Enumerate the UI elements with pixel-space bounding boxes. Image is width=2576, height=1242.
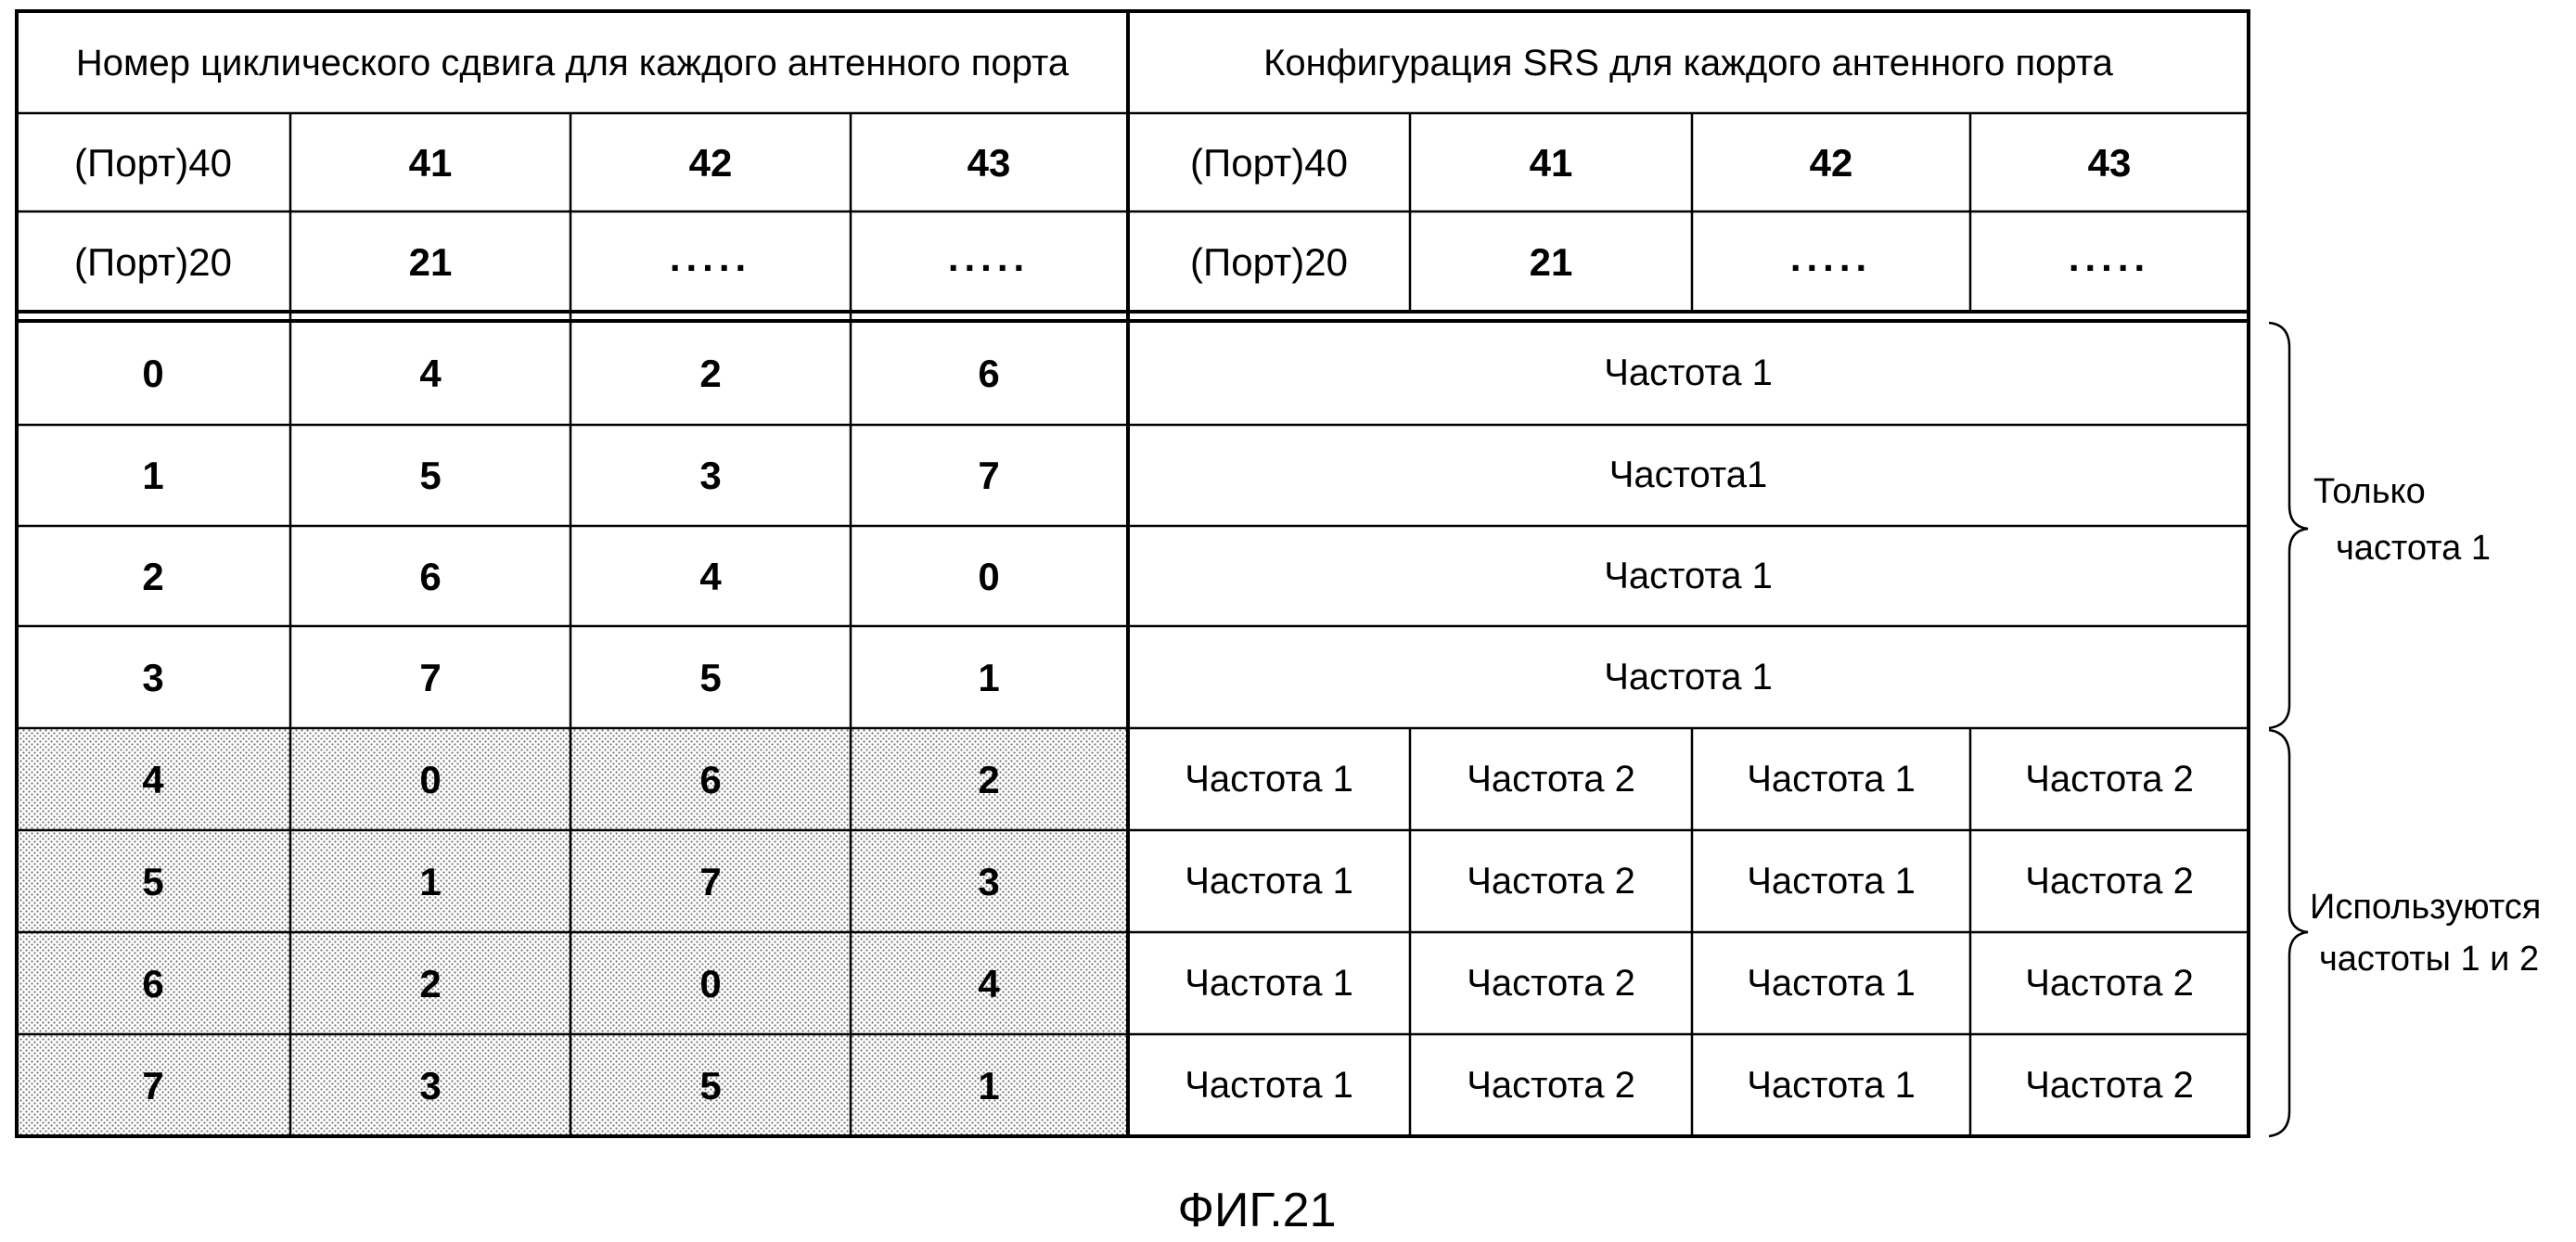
annotation-both-freq-line2: частоты 1 и 2: [2319, 940, 2540, 979]
shift-cell: 3: [699, 454, 722, 497]
srs-cell-merged: Частота1: [1608, 455, 1768, 495]
srs-cell-merged: Частота 1: [1604, 657, 1773, 698]
shift-cell: 4: [978, 962, 1000, 1005]
shift-cell: 7: [978, 454, 1000, 497]
shift-cell: 6: [142, 962, 164, 1005]
port-cell: (Порт)20: [74, 240, 232, 284]
srs-cell: Частота 2: [2025, 1065, 2194, 1106]
shift-cell: 3: [419, 1064, 442, 1108]
port-cell: .....: [1789, 236, 1873, 279]
port-cell: 42: [1809, 141, 1853, 185]
srs-cell: Частота 1: [1185, 1065, 1353, 1106]
srs-cell: Частота 1: [1747, 1065, 1916, 1106]
shift-cell: 0: [419, 758, 442, 801]
srs-cell: Частота 1: [1185, 759, 1353, 800]
port-cell: 41: [1529, 141, 1573, 185]
shift-cell: 1: [978, 656, 1000, 699]
annotation-both-freq-line1: Используются: [2310, 888, 2542, 927]
srs-cell-merged: Частота 1: [1604, 556, 1773, 596]
port-cell: (Порт)20: [1190, 240, 1348, 284]
shift-cell: 0: [699, 962, 722, 1005]
port-cell: 42: [688, 141, 733, 185]
port-cell: 21: [408, 240, 453, 284]
shift-cell: 3: [142, 656, 164, 699]
shift-cell: 2: [978, 758, 1000, 801]
srs-cell: Частота 2: [1467, 861, 1635, 902]
header-srs-config: Конфигурация SRS для каждого антенного порта: [1263, 43, 2113, 83]
port-cell: 21: [1529, 240, 1573, 284]
srs-cell: Частота 1: [1185, 861, 1353, 902]
shift-cell: 1: [978, 1064, 1000, 1108]
port-cell: (Порт)40: [1190, 141, 1348, 185]
shift-cell: 5: [699, 1064, 722, 1108]
brace-group-2: [2269, 730, 2308, 1136]
shift-cell: 4: [142, 758, 164, 801]
shift-cell: 6: [419, 555, 442, 598]
shift-cell: 5: [142, 860, 164, 903]
shift-cell: 7: [699, 860, 722, 903]
port-cell: 41: [408, 141, 453, 185]
port-cell: .....: [2068, 236, 2151, 279]
shift-cell: 4: [699, 555, 722, 598]
srs-cell: Частота 2: [1467, 963, 1635, 1004]
shift-cell: 5: [419, 454, 442, 497]
brace-group-1: [2269, 323, 2308, 728]
shift-cell: 1: [419, 860, 442, 903]
shift-cell: 7: [419, 656, 442, 699]
srs-cell: Частота 1: [1185, 963, 1353, 1004]
shift-cell: 2: [699, 352, 722, 395]
figure-caption: ФИГ.21: [1177, 1184, 1337, 1237]
shift-cell: 2: [419, 962, 442, 1005]
annotation-only-freq1-line1: Только: [2313, 472, 2426, 511]
port-cell: (Порт)40: [74, 141, 232, 185]
shift-cell: 0: [978, 555, 1000, 598]
header-cyclic-shift: Номер циклического сдвига для каждого антенного порта: [75, 43, 1070, 83]
shift-cell: 4: [419, 352, 442, 395]
annotation-only-freq1-line2: частота 1: [2336, 529, 2492, 568]
shift-cell: 7: [142, 1064, 164, 1108]
srs-cell: Частота 2: [1467, 1065, 1635, 1106]
port-cell: 43: [2087, 141, 2132, 185]
shift-cell: 0: [142, 352, 164, 395]
shift-cell: 6: [978, 352, 1000, 395]
port-cell: .....: [669, 236, 752, 279]
srs-cell: Частота 2: [1467, 759, 1635, 800]
shift-cell: 2: [142, 555, 164, 598]
srs-cell: Частота 1: [1747, 861, 1916, 902]
srs-cell: Частота 2: [2025, 861, 2194, 902]
srs-cell: Частота 1: [1747, 963, 1916, 1004]
shift-cell: 6: [699, 758, 722, 801]
port-cell: 43: [967, 141, 1011, 185]
srs-cell: Частота 2: [2025, 963, 2194, 1004]
srs-cell: Частота 2: [2025, 759, 2194, 800]
srs-cell: Частота 1: [1747, 759, 1916, 800]
srs-cell-merged: Частота 1: [1604, 352, 1773, 393]
shift-cell: 3: [978, 860, 1000, 903]
port-cell: .....: [947, 236, 1031, 279]
shift-cell: 5: [699, 656, 722, 699]
shift-cell: 1: [142, 454, 164, 497]
